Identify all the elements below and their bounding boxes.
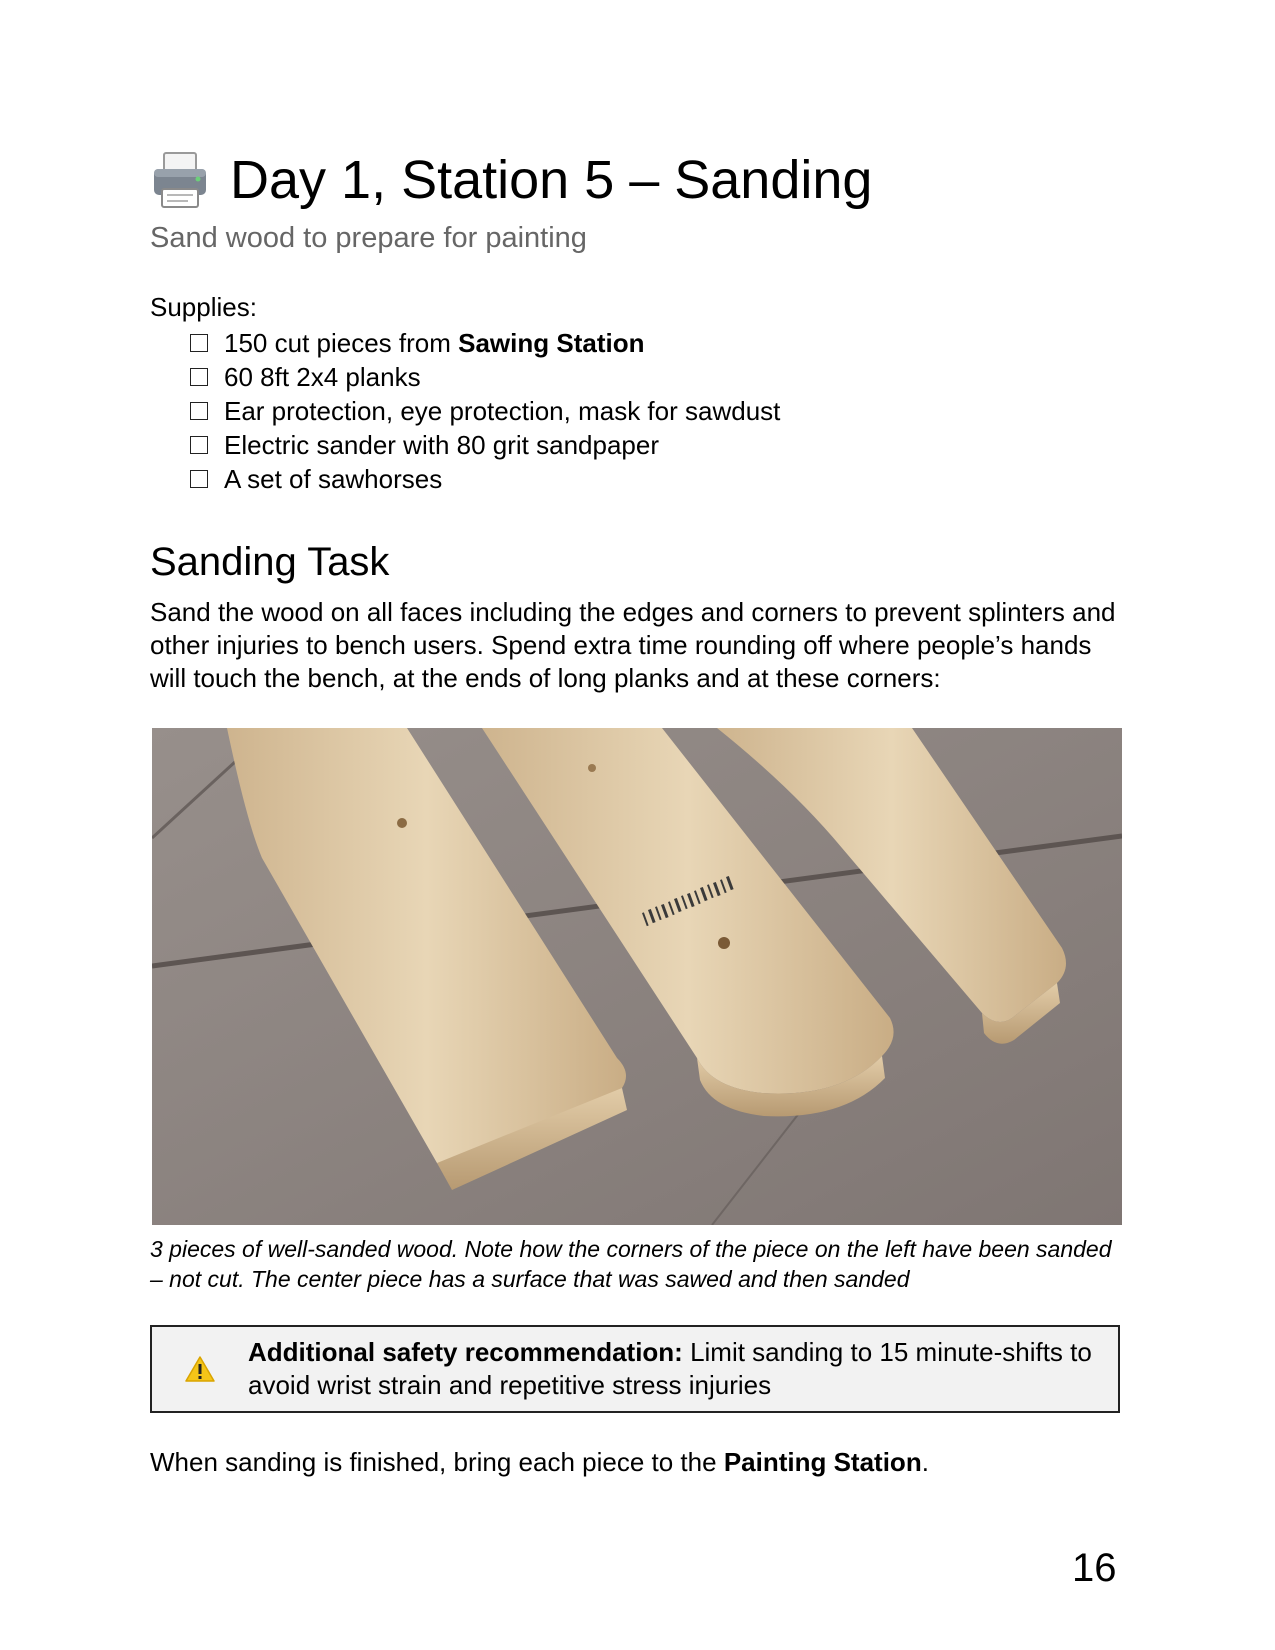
section-heading: Sanding Task — [150, 540, 390, 584]
checkbox[interactable] — [190, 402, 208, 420]
closing-bold: Painting Station — [723, 1447, 922, 1477]
checklist-item-text: 60 8ft 2x4 planks — [224, 361, 421, 392]
safety-callout — [150, 1325, 1120, 1413]
checklist-item — [190, 326, 780, 360]
figure-caption: 3 pieces of well-sanded wood. Note how the corners of the piece on the left have been sanded – not cut. The center piece has a surface that was sawed and then sanded — [150, 1236, 1112, 1292]
supplies-checklist — [190, 326, 780, 496]
checklist-item — [190, 462, 780, 496]
sanded-wood-photo — [152, 728, 1122, 1225]
checklist-item-text: Electric sander with 80 grit sandpaper — [224, 429, 660, 460]
warning-icon — [178, 1355, 222, 1383]
closing-paragraph: When sanding is finished, bring each piece to the Painting Station. — [150, 1447, 929, 1477]
checklist-item — [190, 394, 780, 428]
safety-body: Limit sanding to 15 minute-shifts to avoid wrist strain and repetitive stress injuries — [248, 1337, 1092, 1400]
checklist-item-bold: Sawing Station — [458, 327, 645, 358]
safety-label: Additional safety recommendation: — [248, 1337, 683, 1367]
checklist-item-text: Ear protection, eye protection, mask for sawdust — [224, 395, 781, 426]
task-paragraph: Sand the wood on all faces including the edges and corners to prevent splinters and other injuries to bench users. Spend extra time rounding off where people’s hands will touch the bench, at the ends of long planks and at these corners: — [150, 597, 1116, 693]
checkbox[interactable] — [190, 470, 208, 488]
checkbox[interactable] — [190, 334, 208, 352]
title-row — [150, 148, 872, 212]
checklist-item — [190, 360, 780, 394]
checkbox[interactable] — [190, 368, 208, 386]
page-subtitle: Sand wood to prepare for painting — [150, 222, 587, 254]
wood-photo-illustration — [152, 728, 1122, 1225]
supplies-label: Supplies: — [150, 292, 257, 322]
checkbox[interactable] — [190, 436, 208, 454]
checklist-item-text: A set of sawhorses — [224, 463, 443, 494]
page-number: 16 — [1072, 1546, 1117, 1590]
page-title: Day 1, Station 5 – Sanding — [230, 150, 873, 210]
safety-text — [248, 1336, 1118, 1402]
printer-icon — [150, 151, 210, 209]
checklist-item — [190, 428, 780, 462]
checklist-item-text: 150 cut pieces from Sawing Station — [224, 327, 645, 358]
